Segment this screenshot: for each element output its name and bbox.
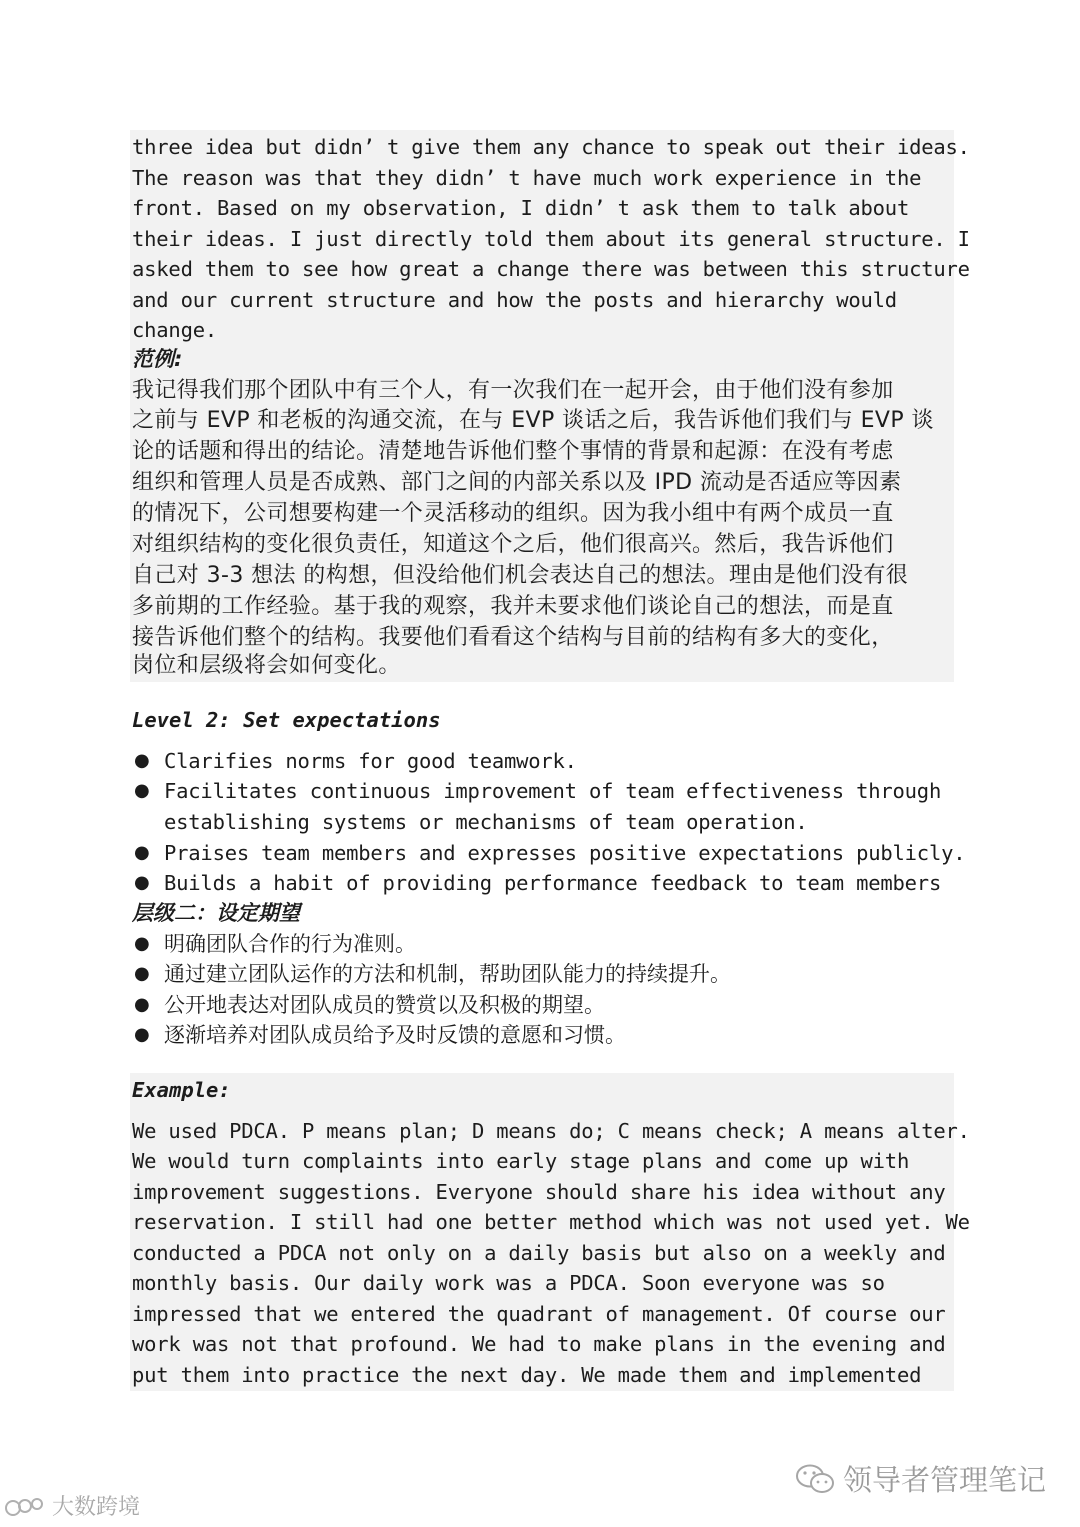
body-line: We would turn complaints into early stage plans and come up with xyxy=(132,1149,910,1173)
body-line: The reason was that they didn’ t have much work experience in the xyxy=(132,166,922,190)
bullet-dot: ● xyxy=(134,872,150,893)
cn-body-line: 组织和管理人员是否成熟、部门之间的内部关系以及 IPD 流动是否适应等因素 xyxy=(132,470,902,495)
wechat-watermark xyxy=(795,1458,1046,1499)
body-line: and our current structure and how the posts and hierarchy would xyxy=(132,288,897,312)
body-line: asked them to see how great a change there was between this structure xyxy=(132,257,970,281)
wechat-icon xyxy=(795,1463,835,1495)
cn-bullet-text: 逐渐培养对团队成员给予及时反馈的意愿和习惯。 xyxy=(164,1023,626,1047)
cn-body-line: 接告诉他们整个的结构。我要他们看看这个结构与目前的结构有多大的变化， xyxy=(132,625,894,650)
body-line: front. Based on my observation, I didn’ t ask them to talk about xyxy=(132,196,910,220)
body-line: change. xyxy=(132,318,217,342)
cn-bullet-text: 明确团队合作的行为准则。 xyxy=(164,932,416,956)
cn-level-2-heading: 层级二：设定期望 xyxy=(132,901,300,925)
example-heading: Example: xyxy=(132,1078,231,1102)
cn-bullet-text: 通过建立团队运作的方法和机制，帮助团队能力的持续提升。 xyxy=(164,962,731,986)
platform-watermark-text: 大数跨境 xyxy=(52,1495,141,1520)
cn-bullet-text: 公开地表达对团队成员的赞赏以及积极的期望。 xyxy=(164,993,605,1017)
body-line: monthly basis. Our daily work was a PDCA. Soon everyone was so xyxy=(132,1271,885,1295)
bullet-dot: ● xyxy=(134,842,150,863)
bullet-dot: ● xyxy=(134,780,150,801)
cn-body-line: 的情况下，公司想要构建一个灵活移动的组织。因为我小组中有两个成员一直 xyxy=(132,501,894,526)
bullet-dot: ● xyxy=(134,1024,150,1045)
cn-body-line: 我记得我们那个团队中有三个人，有一次我们在一起开会，由于他们没有参加 xyxy=(132,378,894,403)
body-line: impressed that we entered the quadrant of management. Of course our xyxy=(132,1302,946,1326)
bullet-text: Praises team members and expresses positive expectations publicly. xyxy=(164,841,966,865)
bullet-dot: ● xyxy=(134,963,150,984)
body-line: conducted a PDCA not only on a daily basis but also on a weekly and xyxy=(132,1241,946,1265)
cn-body-line: 对组织结构的变化很负责任，知道这个之后，他们很高兴。然后，我告诉他们 xyxy=(132,532,894,557)
body-line: improvement suggestions. Everyone should share his idea without any xyxy=(132,1180,946,1204)
bullet-text-continued: establishing systems or mechanisms of team operation. xyxy=(164,810,808,834)
section-1-block xyxy=(130,130,970,682)
wechat-account-name: 领导者管理笔记 xyxy=(842,1463,1046,1497)
platform-watermark xyxy=(4,1490,140,1521)
example-block xyxy=(130,1073,970,1391)
cn-body-line: 岗位和层级将会如何变化。 xyxy=(132,653,401,678)
body-line: put them into practice the next day. We made them and implemented xyxy=(132,1363,922,1387)
bullet-dot: ● xyxy=(134,933,150,954)
body-line: their ideas. I just directly told them about its general structure. I xyxy=(132,227,970,251)
bullet-text: Clarifies norms for good teamwork. xyxy=(164,749,577,773)
body-line: three idea but didn’ t give them any chance to speak out their ideas. xyxy=(132,135,970,159)
body-line: reservation. I still had one better method which was not used yet. We xyxy=(132,1210,970,1234)
bullet-text: Facilitates continuous improvement of team effectiveness through xyxy=(164,779,942,803)
bullet-text: Builds a habit of providing performance feedback to team members xyxy=(164,871,942,895)
bullet-dot: ● xyxy=(134,994,150,1015)
cn-body-line: 自己对 3-3 想法 的构想，但没给他们机会表达自己的想法。理由是他们没有很 xyxy=(132,563,909,588)
body-line: work was not that profound. We had to make plans in the evening and xyxy=(132,1332,946,1356)
weibo-icon xyxy=(4,1493,48,1519)
cn-body-line: 之前与 EVP 和老板的沟通交流，在与 EVP 谈话之后，我告诉他们我们与 EVP 谈 xyxy=(132,408,934,433)
body-line: We used PDCA. P means plan; D means do; C means check; A means alter. xyxy=(132,1119,970,1143)
cn-body-line: 多前期的工作经验。基于我的观察，我并未要求他们谈论自己的想法，而是直 xyxy=(132,594,894,619)
cn-body-line: 论的话题和得出的结论。清楚地告诉他们整个事情的背景和起源：在没有考虑 xyxy=(132,439,894,464)
cn-example-heading: 范例: xyxy=(132,347,183,371)
bullet-dot: ● xyxy=(134,750,150,771)
level-2-heading: Level 2: Set expectations xyxy=(132,708,441,732)
